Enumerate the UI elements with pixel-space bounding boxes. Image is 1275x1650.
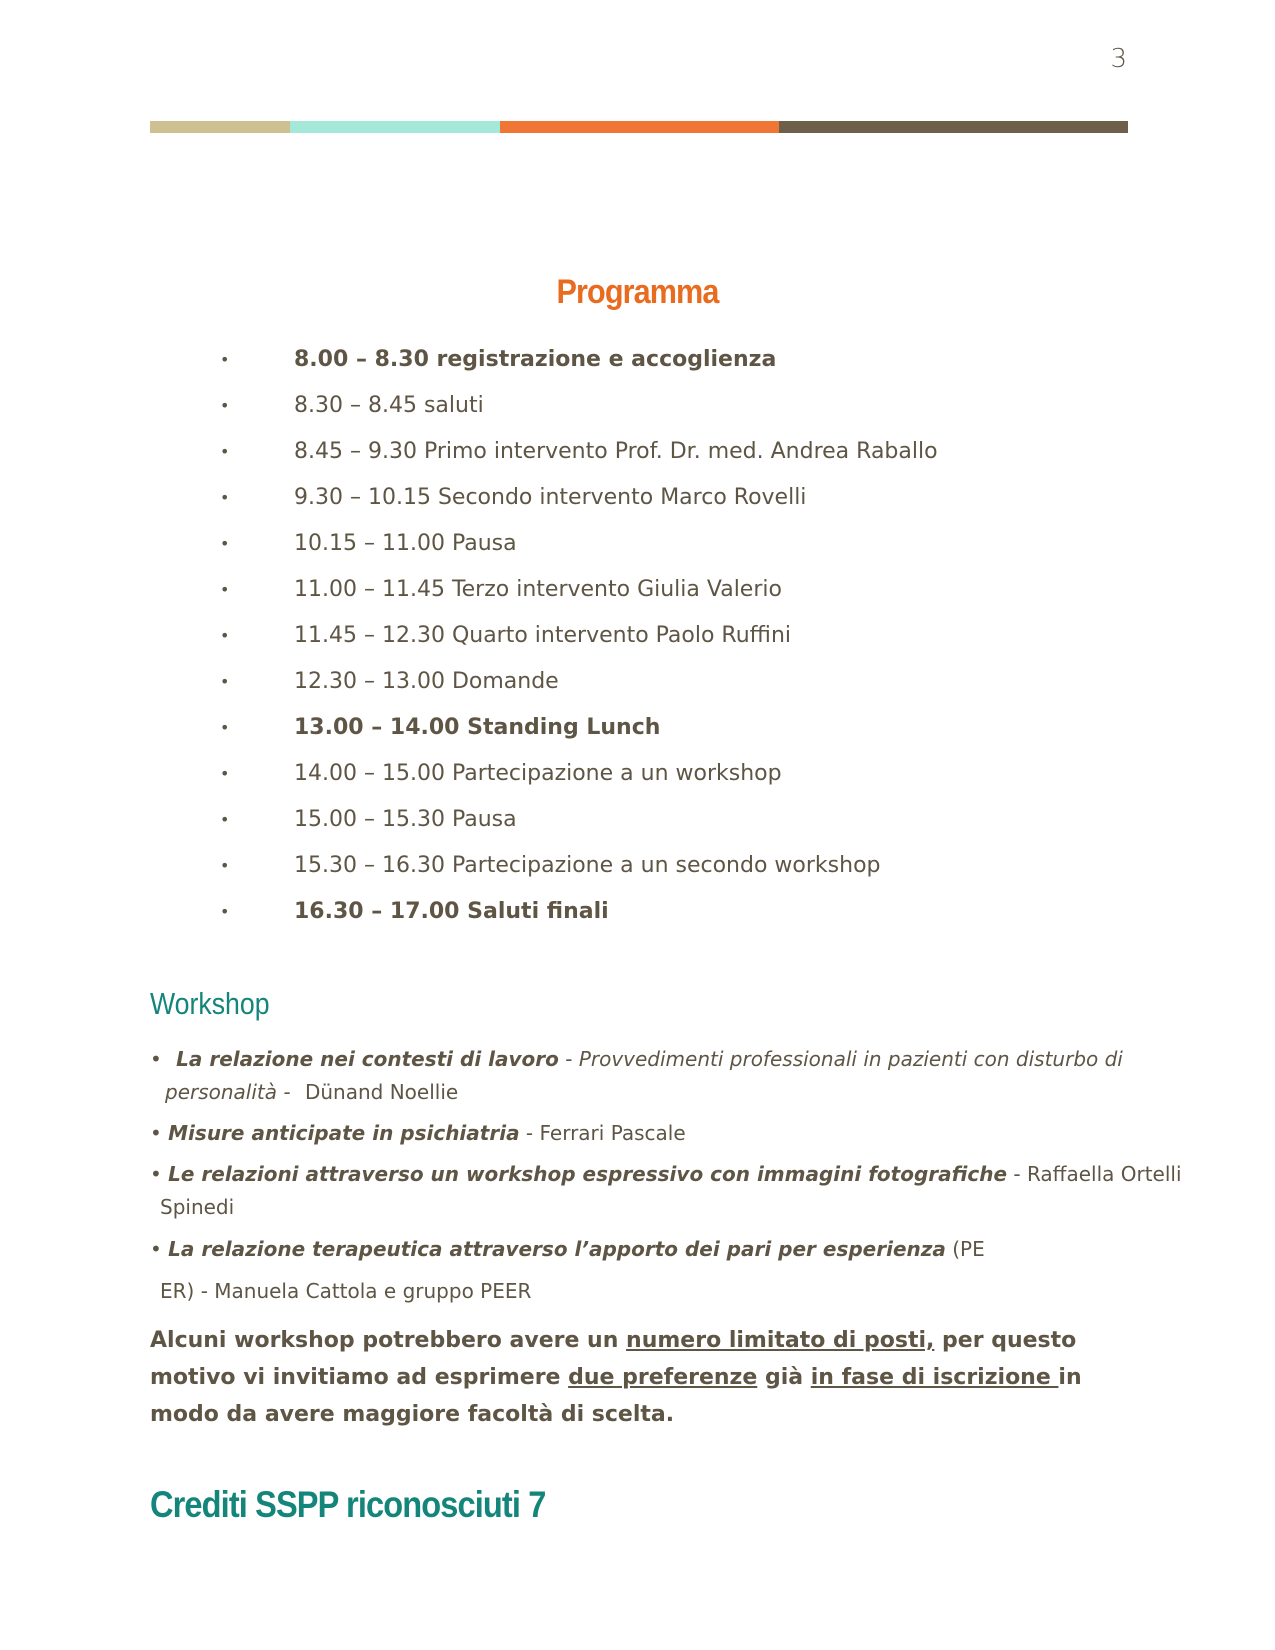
- color-bar-segment-orange: [500, 121, 779, 133]
- workshop-item: [150, 1116, 686, 1150]
- schedule-item: [220, 337, 938, 383]
- schedule-item-text: 14.00 – 15.00 Partecipazione a un workshop: [294, 761, 782, 786]
- schedule-item-text: 16.30 – 17.00 Saluti finali: [294, 899, 609, 924]
- workshop-item-continuation: [160, 1190, 234, 1224]
- schedule-item-text: 11.00 – 11.45 Terzo intervento Giulia Valerio: [294, 577, 782, 602]
- bullet: •: [220, 810, 230, 829]
- schedule-list: [220, 337, 938, 935]
- color-bar-segment-mint: [290, 121, 500, 133]
- schedule-item-text: 8.30 – 8.45 saluti: [294, 393, 484, 418]
- schedule-item: [220, 567, 938, 613]
- schedule-item: [220, 429, 938, 475]
- schedule-item-text: 15.00 – 15.30 Pausa: [294, 807, 517, 832]
- workshop-item-continuation: [165, 1075, 458, 1109]
- schedule-item-text: 13.00 – 14.00 Standing Lunch: [294, 715, 661, 740]
- workshop-title: Misure anticipate in psichiatria: [168, 1121, 520, 1145]
- schedule-item: [220, 751, 938, 797]
- notice-text: per questo motivo vi invitiamo ad esprimere: [150, 1328, 1077, 1390]
- workshop-presenter: (PE: [945, 1237, 985, 1261]
- credits-heading: Crediti SSPP riconosciuti 7: [150, 1484, 546, 1525]
- color-bar-segment-beige: [150, 121, 290, 133]
- color-bar-segment-brown: [779, 121, 1128, 133]
- bullet: •: [150, 1237, 162, 1261]
- workshop-item: [150, 1157, 1182, 1191]
- notice-text: già: [757, 1365, 811, 1390]
- workshop-presenter: - Raffaella Ortelli: [1007, 1162, 1182, 1186]
- workshop-item: [150, 1042, 1123, 1076]
- schedule-item: [220, 383, 938, 429]
- workshop-title: Le relazioni attraverso un workshop espressivo con immagini fotografiche: [168, 1162, 1008, 1186]
- bullet: •: [150, 1162, 162, 1186]
- bullet: •: [220, 396, 230, 415]
- schedule-item-text: 10.15 – 11.00 Pausa: [294, 531, 517, 556]
- bullet: •: [150, 1047, 162, 1071]
- schedule-item: [220, 889, 938, 935]
- workshop-heading: Workshop: [150, 986, 270, 1021]
- bullet: •: [220, 856, 230, 875]
- bullet: •: [220, 764, 230, 783]
- notice-underlined: numero limitato di posti,: [626, 1328, 935, 1353]
- page-title: Programma: [556, 273, 719, 311]
- workshop-subtitle: Provvedimenti professionali in pazienti con disturbo di: [578, 1047, 1123, 1071]
- workshop-presenter: Dünand Noellie: [304, 1080, 459, 1104]
- bullet: •: [220, 580, 230, 599]
- bullet: •: [220, 672, 230, 691]
- workshop-presenter: - Ferrari Pascale: [519, 1121, 686, 1145]
- schedule-item-text: 9.30 – 10.15 Secondo intervento Marco Rovelli: [294, 485, 807, 510]
- workshop-item-continuation: [160, 1274, 531, 1308]
- schedule-item: [220, 797, 938, 843]
- workshop-title: La relazione terapeutica attraverso l’apporto dei pari per esperienza: [168, 1237, 946, 1261]
- header-color-bar: [150, 121, 1128, 133]
- bullet: •: [220, 626, 230, 645]
- schedule-item: [220, 521, 938, 567]
- workshop-subtitle-cont: personalità -: [165, 1080, 291, 1104]
- schedule-item-text: 8.00 – 8.30 registrazione e accoglienza: [294, 347, 777, 372]
- schedule-item: [220, 843, 938, 889]
- schedule-item: [220, 613, 938, 659]
- workshop-title: La relazione nei contesti di lavoro: [176, 1047, 559, 1071]
- schedule-item: [220, 705, 938, 751]
- workshop-notice: [150, 1322, 1130, 1433]
- bullet: •: [220, 534, 230, 553]
- workshop-item: [150, 1232, 985, 1266]
- bullet: •: [220, 442, 230, 461]
- schedule-item-text: 15.30 – 16.30 Partecipazione a un secondo workshop: [294, 853, 881, 878]
- notice-underlined: in fase di iscrizione: [810, 1365, 1059, 1390]
- bullet: •: [150, 1121, 162, 1145]
- notice-text: Alcuni workshop potrebbero avere un: [150, 1328, 627, 1353]
- bullet: •: [220, 488, 230, 507]
- notice-underlined: due preferenze: [568, 1365, 758, 1390]
- bullet: •: [220, 350, 230, 369]
- workshop-presenter-cont: Spinedi: [160, 1195, 235, 1219]
- bullet: •: [220, 902, 230, 921]
- workshop-presenter-cont: ER) - Manuela Cattola e gruppo PEER: [160, 1279, 532, 1303]
- schedule-item: [220, 475, 938, 521]
- bullet: •: [220, 718, 230, 737]
- page-number: 3: [1110, 44, 1127, 74]
- schedule-item-text: 8.45 – 9.30 Primo intervento Prof. Dr. med. Andrea Raballo: [294, 439, 938, 464]
- notice-text: in modo da avere maggiore facoltà di scelta.: [150, 1365, 1082, 1427]
- separator: -: [558, 1047, 579, 1071]
- schedule-item-text: 11.45 – 12.30 Quarto intervento Paolo Ruffini: [294, 623, 791, 648]
- schedule-item: [220, 659, 938, 705]
- schedule-item-text: 12.30 – 13.00 Domande: [294, 669, 559, 694]
